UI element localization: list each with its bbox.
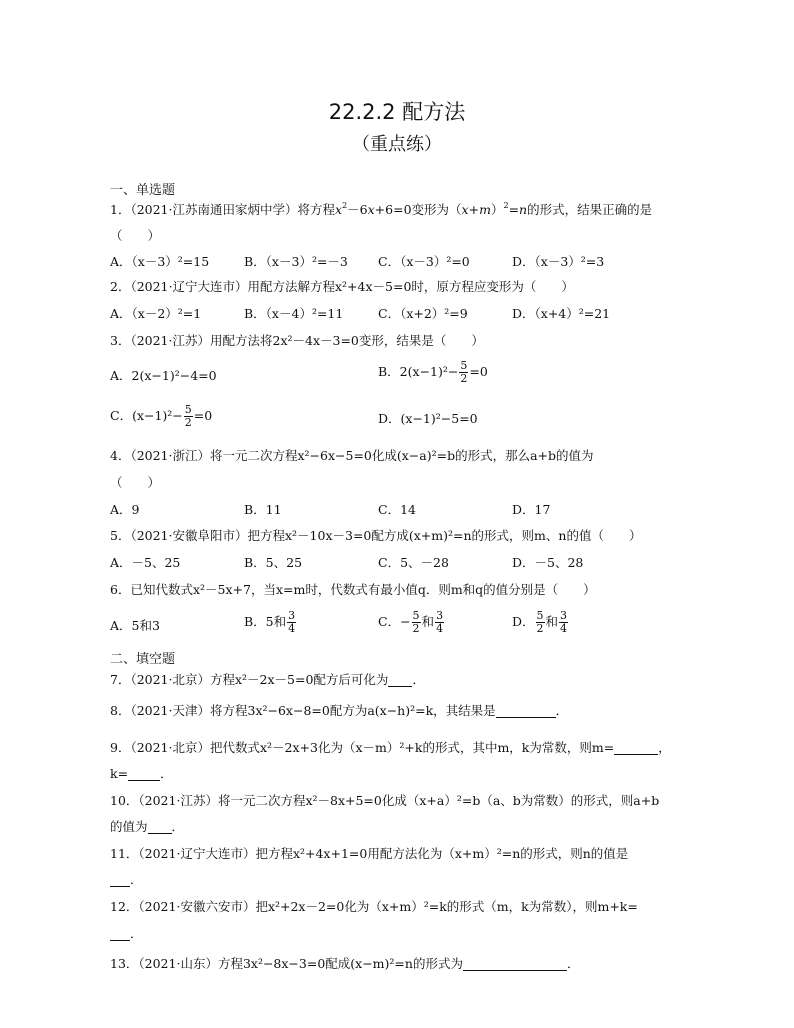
frac-numerator: 3	[436, 609, 444, 622]
q4-option-c[interactable]: C．14	[378, 502, 416, 517]
fraction-five-halves	[459, 360, 468, 385]
q3-option-c-eq: =0	[193, 408, 213, 423]
question-4-stem: 4．（2021·浙江）将一元二次方程x²−6x−5=0化成(x−a)²=b的形式，那么a+b的值为	[110, 448, 594, 463]
frac-denominator: 2	[412, 622, 420, 635]
frac-denominator: 4	[560, 622, 568, 635]
q4-option-d[interactable]: D．17	[512, 502, 551, 517]
q9-stem: 9．（2021·北京）把代数式x²－2x+3化为（x－m）²+k的形式，其中m，k为常数，则m=	[110, 740, 615, 755]
q2-option-a[interactable]: A．（x－2）²=1	[110, 306, 202, 321]
fraction-five-halves	[412, 610, 421, 635]
q1-option-b[interactable]: B．（x－3）²=－3	[244, 254, 348, 269]
q6-and: 和	[545, 614, 559, 629]
q4-option-b[interactable]: B．11	[244, 502, 282, 517]
answer-blank[interactable]	[496, 705, 556, 718]
q5-option-b[interactable]: B．5、25	[244, 555, 303, 570]
page-title: 22.2.2 配方法	[328, 100, 466, 124]
answer-blank[interactable]	[110, 874, 130, 887]
q7-stem: 7．（2021·北京）方程x²－2x－5=0配方后可化为	[110, 672, 389, 687]
frac-numerator: 5	[184, 403, 192, 416]
answer-blank[interactable]	[388, 674, 412, 687]
fraction-three-quarters	[435, 610, 444, 635]
q9-k: k=	[110, 766, 129, 781]
question-1-stem	[110, 202, 652, 218]
question-1-bracket: （ ）	[110, 228, 161, 243]
question-6-stem: 6．已知代数式x²－5x+7，当x=m时，代数式有最小值q．则m和q的值分别是（ ）	[110, 582, 596, 597]
q6-option-d-text: D．	[512, 614, 535, 629]
q6-option-d[interactable]	[512, 610, 569, 635]
q11-end: ．	[130, 872, 143, 887]
fraction-five-halves	[536, 610, 545, 635]
frac-denominator: 4	[436, 622, 444, 635]
q1-stem-end: 的形式，结果正确的是	[527, 202, 653, 217]
q4-option-a[interactable]: A．9	[110, 502, 140, 517]
section-fill-blank: 二、填空题	[110, 652, 176, 667]
q6-and: 和	[421, 614, 435, 629]
question-11: 11．（2021·辽宁大连市）把方程x²+4x+1=0用配方法化为（x+m）²=n的形式，则n的值是	[110, 846, 629, 861]
q3-option-b[interactable]	[378, 360, 488, 385]
q5-option-a[interactable]: A．－5、25	[110, 555, 181, 570]
question-3-stem: 3．（2021·江苏）用配方法将2x²－4x－3=0变形，结果是（ ）	[110, 333, 484, 348]
question-10: 10．（2021·江苏）将一元二次方程x²－8x+5=0化成（x+a）²=b（a、b为常数）的形式，则a+b	[110, 793, 660, 808]
frac-denominator: 2	[184, 416, 192, 429]
q3-option-a[interactable]: A．2(x−1)²−4=0	[110, 368, 217, 383]
q2-option-c[interactable]: C．（x+2）²=9	[378, 306, 468, 321]
q3-option-b-text: B．2(x−1)²−	[378, 364, 459, 379]
answer-blank[interactable]	[110, 928, 130, 941]
fraction-five-halves	[184, 404, 193, 429]
q13-end: ．	[566, 956, 580, 971]
question-9	[110, 740, 671, 756]
page-subtitle: （重点练）	[352, 134, 442, 155]
q5-option-c[interactable]: C．5、－28	[378, 555, 449, 570]
question-5-stem: 5．（2021·安徽阜阳市）把方程x²－10x－3=0配方成(x+m)²=n的形式，则m、n的值（ ）	[110, 528, 642, 543]
question-12: 12．（2021·安徽六安市）把x²+2x－2=0化为（x+m）²=k的形式（m，k为常数），则m+k=	[110, 899, 638, 914]
q10-cont: 的值为	[110, 819, 148, 834]
question-11-line2	[110, 872, 143, 888]
frac-denominator: 2	[536, 622, 544, 635]
question-7	[110, 672, 425, 688]
frac-denominator: 2	[460, 372, 468, 385]
frac-denominator: 4	[288, 622, 296, 635]
q3-option-d[interactable]: D．(x−1)²−5=0	[378, 411, 478, 426]
q8-end: ．	[555, 703, 569, 718]
section-single-choice: 一、单选题	[110, 183, 176, 198]
q1-form: x+m）$^2$=n	[461, 201, 528, 217]
q13-stem: 13．（2021·山东）方程3x²−8x−3=0配成(x−m)²=n的形式为	[110, 956, 463, 971]
q2-option-b[interactable]: B．（x－4）²=11	[244, 306, 344, 321]
answer-blank[interactable]	[148, 821, 172, 834]
q10-end: ．	[171, 819, 185, 834]
q12-end: ．	[130, 926, 143, 941]
question-8	[110, 703, 568, 719]
frac-numerator: 5	[460, 359, 468, 372]
q9-end: ．	[160, 766, 173, 781]
q7-end: ．	[412, 672, 425, 687]
q2-option-d[interactable]: D．（x+4）²=21	[512, 306, 611, 321]
question-13	[110, 956, 579, 972]
question-4-bracket: （ ）	[110, 475, 161, 490]
q3-option-c[interactable]	[110, 404, 212, 429]
q1-option-c[interactable]: C．（x－3）²=0	[378, 254, 470, 269]
frac-numerator: 3	[560, 609, 568, 622]
q9-comma: ，	[658, 740, 671, 755]
answer-blank[interactable]	[463, 958, 567, 971]
fraction-three-quarters	[287, 610, 296, 635]
q6-option-b[interactable]	[244, 610, 297, 635]
frac-numerator: 3	[288, 609, 296, 622]
frac-numerator: 5	[536, 609, 544, 622]
q6-option-c[interactable]	[378, 610, 445, 635]
q6-option-a[interactable]: A．5和3	[110, 618, 160, 633]
question-2-stem: 2．（2021·辽宁大连市）用配方法解方程x²+4x－5=0时，原方程应变形为（ ）	[110, 279, 574, 294]
q1-stem-mid: 变形为（	[411, 202, 462, 217]
answer-blank[interactable]	[614, 742, 658, 755]
q1-stem-start: 1．（2021·江苏南通田家炳中学）将方程	[110, 202, 335, 217]
q1-equation: $x^2-6x+6=0$	[335, 201, 412, 217]
q6-option-b-text: B．5和	[244, 614, 287, 629]
fraction-three-quarters	[559, 610, 568, 635]
q3-option-c-text: C．(x−1)²−	[110, 408, 183, 423]
frac-numerator: 5	[412, 609, 420, 622]
q3-option-b-eq: =0	[469, 364, 488, 379]
q5-option-d[interactable]: D．－5、28	[512, 555, 584, 570]
q8-stem: 8．（2021·天津）将方程3x²−6x−8=0配方为a(x−h)²=k，其结果是	[110, 703, 496, 718]
q1-option-d[interactable]: D．（x－3）²=3	[512, 254, 605, 269]
q6-option-c-text: C．−	[378, 614, 411, 629]
question-9-line2	[110, 766, 173, 782]
question-12-line2	[110, 926, 143, 942]
q1-option-a[interactable]: A．（x－3）²=15	[110, 254, 210, 269]
question-10-line2	[110, 819, 184, 835]
answer-blank[interactable]	[128, 768, 160, 781]
